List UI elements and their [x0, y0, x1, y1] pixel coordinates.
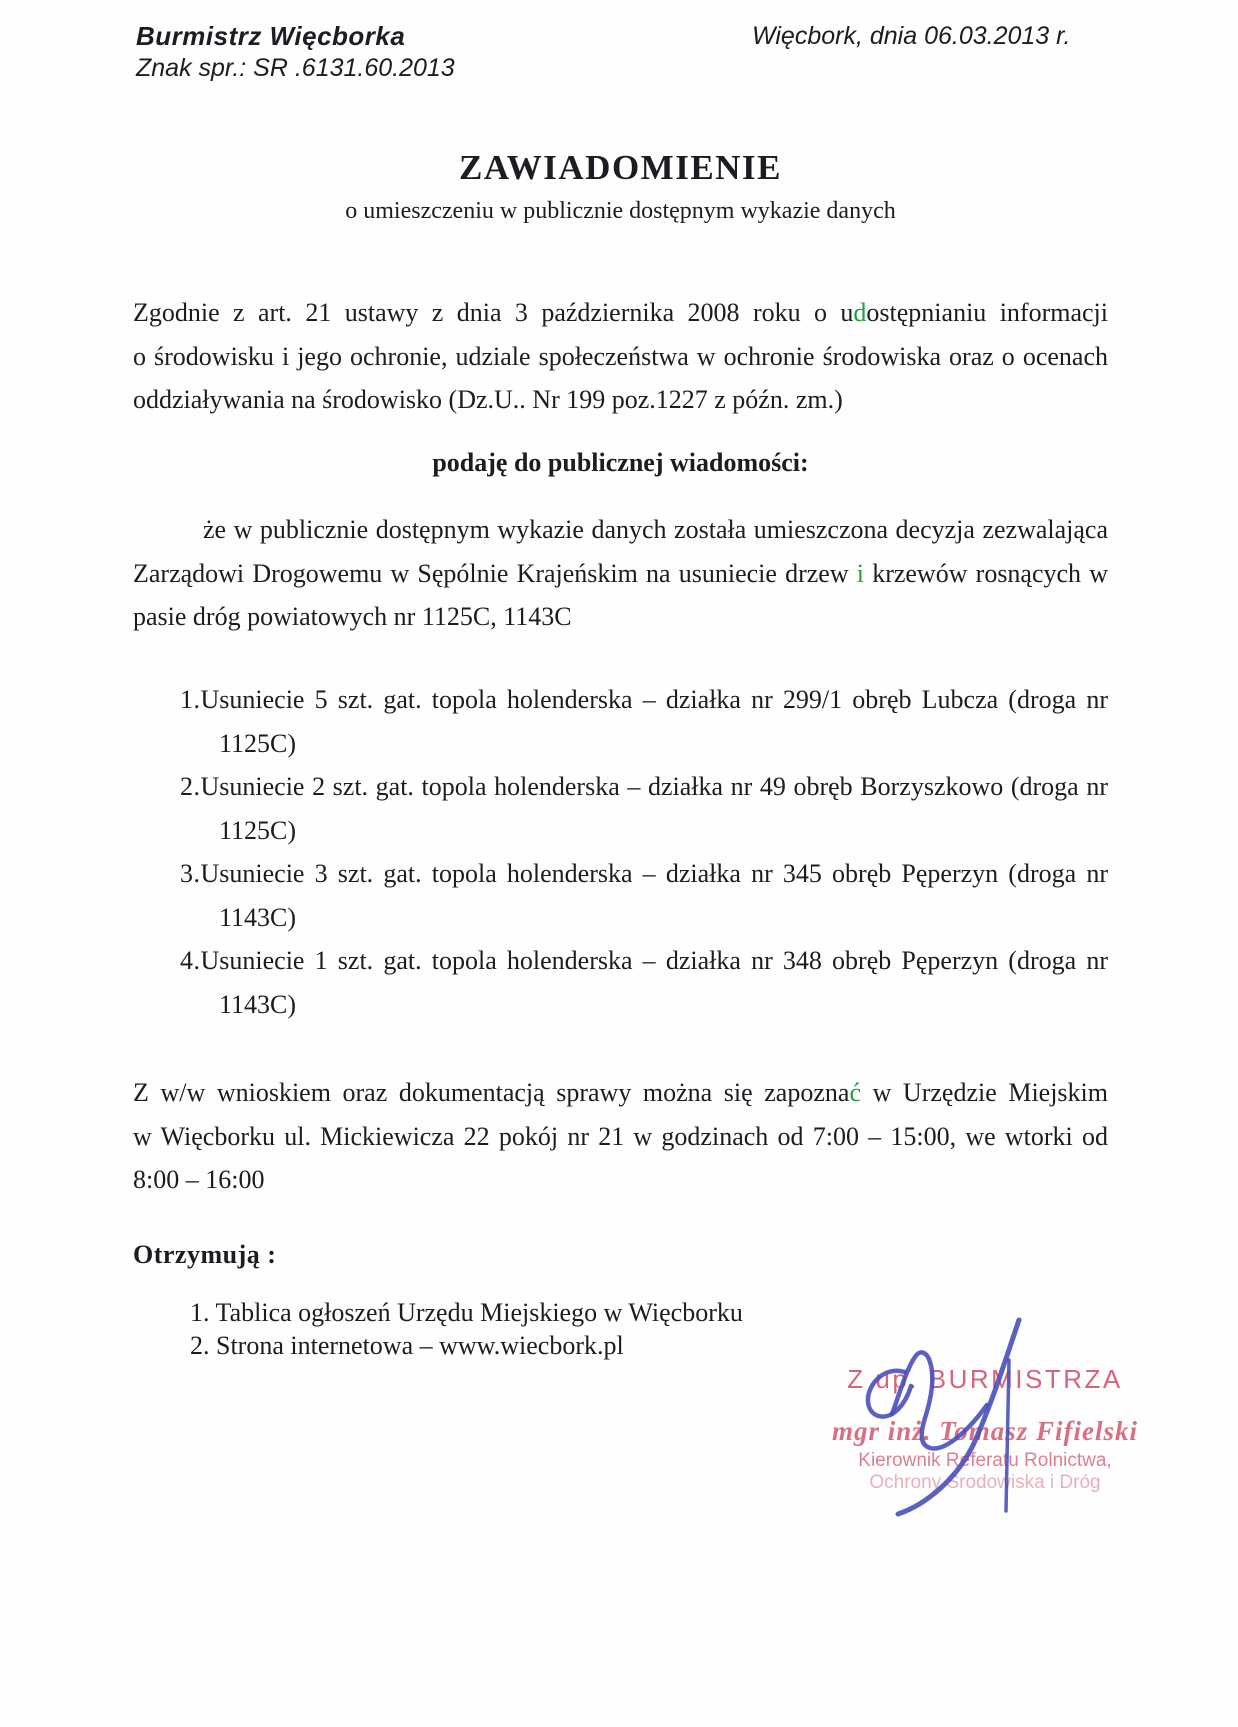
document-title: ZAWIADOMIENIE — [459, 148, 782, 187]
list-item-line — [133, 678, 1108, 722]
list-item — [133, 765, 1108, 852]
text-segment: Zgodnie z art. 21 ustawy z dnia 3 października 2008 roku o u — [133, 298, 854, 327]
recipients-heading: Otrzymują : — [133, 1240, 277, 1269]
list-item — [133, 852, 1108, 939]
list-item-continuation: 1125C) — [219, 815, 297, 845]
text-segment: Zarządowi Drogowemu w Sępólnie Krajeńskim na usuniecie drzew — [133, 558, 857, 588]
text-segment-green: ć — [849, 1078, 861, 1107]
list-item-continuation: 1125C) — [219, 728, 297, 758]
stamp-department: Ochrony Środowiska i Dróg — [869, 1472, 1101, 1493]
paragraph-line: pasie dróg powiatowych nr 1125C, 1143C — [133, 602, 572, 631]
paragraph-line: 8:00 – 16:00 — [133, 1165, 265, 1194]
list-item-text: Usuniecie 1 szt. gat. topola holenderska – działka nr 348 obręb Pęperzyn (droga nr — [200, 946, 1108, 975]
paragraph-line: oddziaływania na środowisko (Dz.U.. Nr 199 poz.1227 z późn. zm.) — [133, 385, 843, 414]
paragraph-line — [133, 552, 1108, 596]
list-item-line — [133, 765, 1108, 809]
stamp-signer-name: mgr inż. Tomasz Fifielski — [831, 1416, 1139, 1446]
paragraph-legal-basis — [133, 291, 1108, 422]
paragraph-line: o środowisku i jego ochronie, udziale społeczeństwa w ochronie środowiska oraz o ocenach — [133, 341, 1108, 371]
list-item-continuation: 1143C) — [219, 902, 297, 932]
paragraph-line — [133, 291, 1108, 335]
text-segment-green: d — [853, 298, 867, 327]
text-segment: ostępnianiu informacji — [866, 298, 1108, 327]
text-segment-green: i — [856, 558, 865, 588]
list-item-number: 1. — [180, 685, 201, 714]
place-and-date: Więcbork, dnia 06.03.2013 r. — [752, 22, 1071, 50]
paragraph-decision — [133, 508, 1108, 639]
recipients-list — [190, 1296, 743, 1362]
paragraph-line: że w publicznie dostępnym wykazie danych została umieszczona decyzja zezwalająca — [203, 515, 1108, 544]
text-segment: krzewów rosnących w — [864, 558, 1108, 588]
paragraph-info — [133, 1071, 1108, 1202]
list-item-number: 4. — [180, 946, 201, 975]
list-item-text: Usuniecie 5 szt. gat. topola holenderska – działka nr 299/1 obręb Lubcza (droga nr — [200, 685, 1108, 714]
stamp-signer-position: Kierownik Referatu Rolnictwa, — [858, 1450, 1112, 1471]
removal-list — [133, 678, 1108, 1026]
recipient-item: 1. Tablica ogłoszeń Urzędu Miejskiego w Więcborku — [190, 1298, 743, 1327]
paragraph-line — [133, 1071, 1108, 1115]
case-reference: Znak spr.: SR .6131.60.2013 — [136, 54, 455, 82]
list-item — [133, 678, 1108, 765]
recipient-item: 2. Strona internetowa – www.wiecbork.pl — [190, 1331, 624, 1360]
list-item-line — [133, 852, 1108, 896]
document-subtitle: o umieszczeniu w publicznie dostępnym wykazie danych — [345, 198, 896, 224]
text-segment: Z w/w wnioskiem oraz dokumentacją sprawy można się zapozna — [133, 1078, 850, 1107]
list-item-text: Usuniecie 3 szt. gat. topola holenderska – działka nr 345 obręb Pęperzyn (droga nr — [200, 859, 1108, 888]
list-item-continuation: 1143C) — [219, 989, 297, 1019]
stamp-authority-line: Z up. BURMISTRZA — [847, 1364, 1123, 1394]
letterhead — [136, 20, 455, 84]
list-item-text: Usuniecie 2 szt. gat. topola holenderska – działka nr 49 obręb Borzyszkowo (droga nr — [200, 772, 1108, 801]
text-segment: w Urzędzie Miejskim — [860, 1078, 1108, 1107]
announcement-heading: podaję do publicznej wiadomości: — [432, 448, 809, 477]
sender-title: Burmistrz Więcborka — [136, 21, 406, 51]
list-item-number: 2. — [180, 772, 201, 801]
list-item-line — [133, 939, 1108, 983]
paragraph-line: w Więcborku ul. Mickiewicza 22 pokój nr 21 w godzinach od 7:00 – 15:00, we wtorki od — [133, 1121, 1108, 1151]
official-stamp — [790, 1364, 1180, 1494]
list-item-number: 3. — [180, 859, 201, 888]
list-item — [133, 939, 1108, 1026]
